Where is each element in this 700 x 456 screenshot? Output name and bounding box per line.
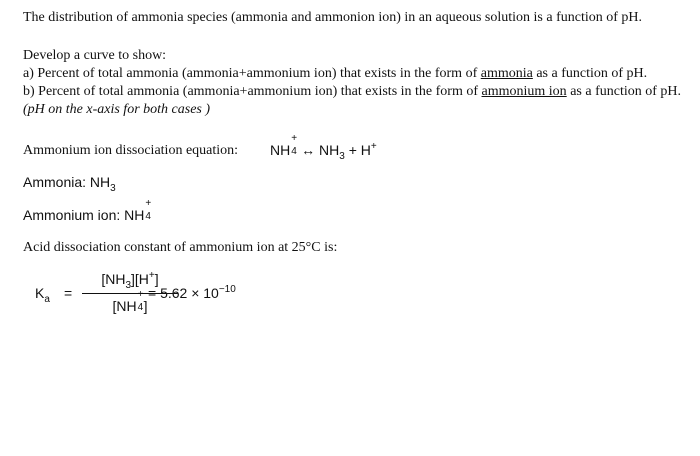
ka-equals-sign: = xyxy=(64,285,73,301)
dissociation-label: Ammonium ion dissociation equation: xyxy=(23,143,239,158)
ammonium-subscript: 4 xyxy=(145,211,151,222)
eq-arrow: ↔ xyxy=(301,142,316,158)
intro-text: The distribution of ammonia species (ammonia and ammonion ion) in an aqueous solution is a function of pH. xyxy=(23,10,642,25)
eq-h-symbol: H xyxy=(360,142,371,158)
ammonium-charge: + xyxy=(145,198,152,209)
ammonia-label: Ammonia: xyxy=(23,174,87,190)
eq-nh3-symbol: NH xyxy=(319,142,340,158)
task-a xyxy=(23,66,647,82)
eq-plus-operator: + xyxy=(348,142,357,158)
ammonium-formula-line xyxy=(23,198,152,223)
ammonia-nh: NH xyxy=(89,174,111,190)
task-b-suffix: as a function of pH. xyxy=(566,84,681,99)
ka-den-subscript: 4 xyxy=(137,302,144,313)
ka-num-hplus: + xyxy=(148,270,155,281)
ka-subscript: a xyxy=(44,294,50,305)
ka-symbol xyxy=(35,285,50,305)
ka-num-open: [NH xyxy=(101,271,126,287)
task-a-ammonia-underlined: ammonia xyxy=(480,66,533,81)
ka-den-indices xyxy=(137,289,144,313)
ka-den-charge: + xyxy=(137,289,144,300)
eq-nh4-symbol: NH xyxy=(270,142,291,158)
dissociation-equation xyxy=(270,133,377,162)
task-b xyxy=(23,84,681,100)
ka-den-close: ] xyxy=(143,298,148,314)
ka-den-open: [NH xyxy=(112,298,137,314)
eq-nh3-subscript: 3 xyxy=(339,151,345,162)
ka-equation xyxy=(35,268,315,324)
ka-num-mid: ][H xyxy=(131,271,149,287)
ka-value-mantissa: = 5.62 × 10 xyxy=(148,285,219,301)
ka-num-sub3: 3 xyxy=(125,280,132,291)
ammonium-label: Ammonium ion: xyxy=(23,207,121,223)
task-heading: Develop a curve to show: xyxy=(23,48,167,63)
ka-value-exponent: −10 xyxy=(218,284,236,295)
task-b-ammonium-underlined: ammonium ion xyxy=(481,84,567,99)
ammonia-subscript: 3 xyxy=(110,183,116,194)
ammonium-nh: NH xyxy=(124,207,145,223)
acid-constant-text: Acid dissociation constant of ammonium ion at 25°C is: xyxy=(23,240,338,255)
eq-nh4-charge: + xyxy=(291,133,298,144)
task-a-text: a) Percent of total ammonia (ammonia+ammonium ion) that exists in the form of xyxy=(23,66,481,81)
ammonia-formula-line xyxy=(23,174,116,194)
eq-nh4-indices xyxy=(290,133,298,157)
ka-k: K xyxy=(35,285,45,301)
axis-note: (pH on the x-axis for both cases ) xyxy=(23,102,211,117)
ka-value xyxy=(148,285,236,301)
eq-h-charge: + xyxy=(370,141,377,152)
ammonium-indices xyxy=(144,198,152,222)
task-a-suffix: as a function of pH. xyxy=(532,66,648,81)
eq-nh4-subscript: 4 xyxy=(291,146,297,157)
ka-num-close: ] xyxy=(154,271,159,287)
task-b-text: b) Percent of total ammonia (ammonia+ammonium ion) that exists in the form of xyxy=(23,84,482,99)
